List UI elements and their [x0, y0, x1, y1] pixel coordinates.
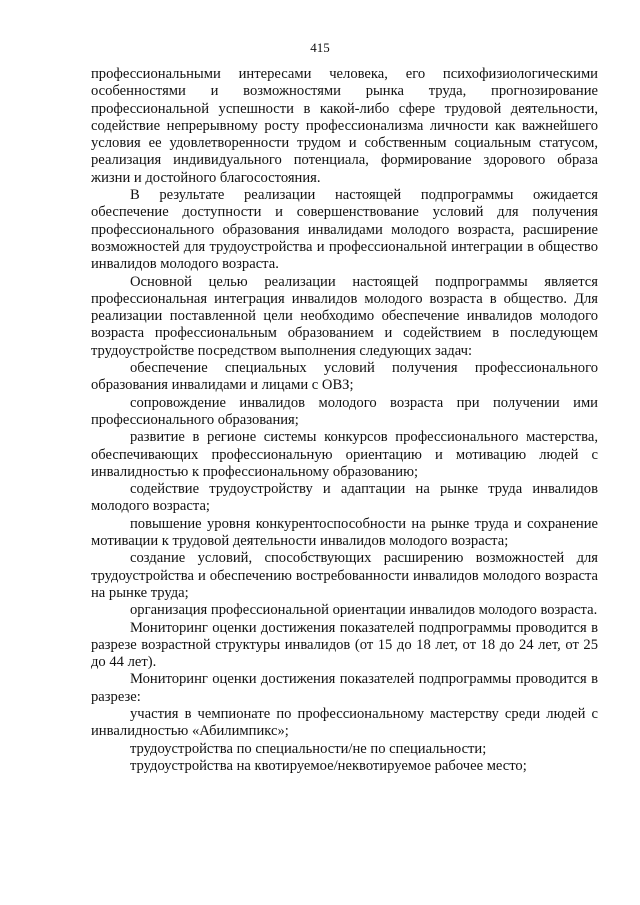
task-item: повышение уровня конкурентоспособности на рынке труда и сохранение мотивации к трудовой деятельности инвалидов молодого возраста; — [91, 515, 598, 550]
monitoring-item: трудоустройства по специальности/не по специальности; — [130, 740, 487, 757]
paragraph-expected-results: В результате реализации настоящей подпрограммы ожидается обеспечение доступности и совершенствование условий для получения профессионального образования инвалидами молодого возраста, расширение возможностей для трудоустройства и профессиональной интеграции в общество инвалидов молодого возраста. — [91, 187, 598, 273]
body-text — [91, 66, 598, 775]
monitoring-item: трудоустройства на квотируемое/неквотируемое рабочее место; — [130, 757, 527, 774]
task-item: обеспечение специальных условий получения профессионального образования инвалидами и лицами с ОВЗ; — [91, 360, 598, 394]
task-item: создание условий, способствующих расширению возможностей для трудоустройства и обеспечению востребованности инвалидов молодого возраста на рынке труда; — [91, 550, 598, 601]
paragraph-main-goal: Основной целью реализации настоящей подпрограммы является профессиональная интеграция инвалидов молодого возраста в общество. Для реализации поставленной цели необходимо обеспечение инвалидов молодого возраста профессиональным образованием и содействием в последующем трудоустройстве посредством выполнения следующих задач: — [91, 273, 598, 359]
paragraph-continuation: профессиональными интересами человека, его психофизиологическими особенностями и возможностями рынка труда, прогнозирование профессиональной успешности в какой-либо сфере трудовой деятельности, содействие непрерывному росту профессионализма личности как важнейшего условия ее удовлетворенности трудом и собственным социальным статусом, реализация индивидуального потенциала, формирование здорового образа жизни и достойного благосостояния. — [91, 66, 598, 186]
page-number: 415 — [310, 40, 330, 55]
paragraph-monitoring-age: Мониторинг оценки достижения показателей подпрограммы проводится в разрезе возрастной структуры инвалидов (от 15 до 18 лет, от 18 до 24 лет, от 25 до 44 лет). — [91, 619, 598, 671]
task-item: содействие трудоустройству и адаптации на рынке труда инвалидов молодого возраста; — [91, 481, 598, 515]
task-item: развитие в регионе системы конкурсов профессионального мастерства, обеспечивающих профессиональную ориентацию и мотивацию людей с инвалидностью к профессиональному образованию; — [91, 429, 598, 480]
task-item: сопровождение инвалидов молодого возраста при получении ими профессионального образования; — [91, 394, 598, 428]
monitoring-item: участия в чемпионате по профессиональному мастерству среди людей с инвалидностью «Абилимпикс»; — [91, 705, 598, 740]
task-item: организация профессиональной ориентации инвалидов молодого возраста. — [130, 602, 598, 619]
paragraph-monitoring-sections: Мониторинг оценки достижения показателей подпрограммы проводится в разрезе: — [91, 671, 598, 705]
